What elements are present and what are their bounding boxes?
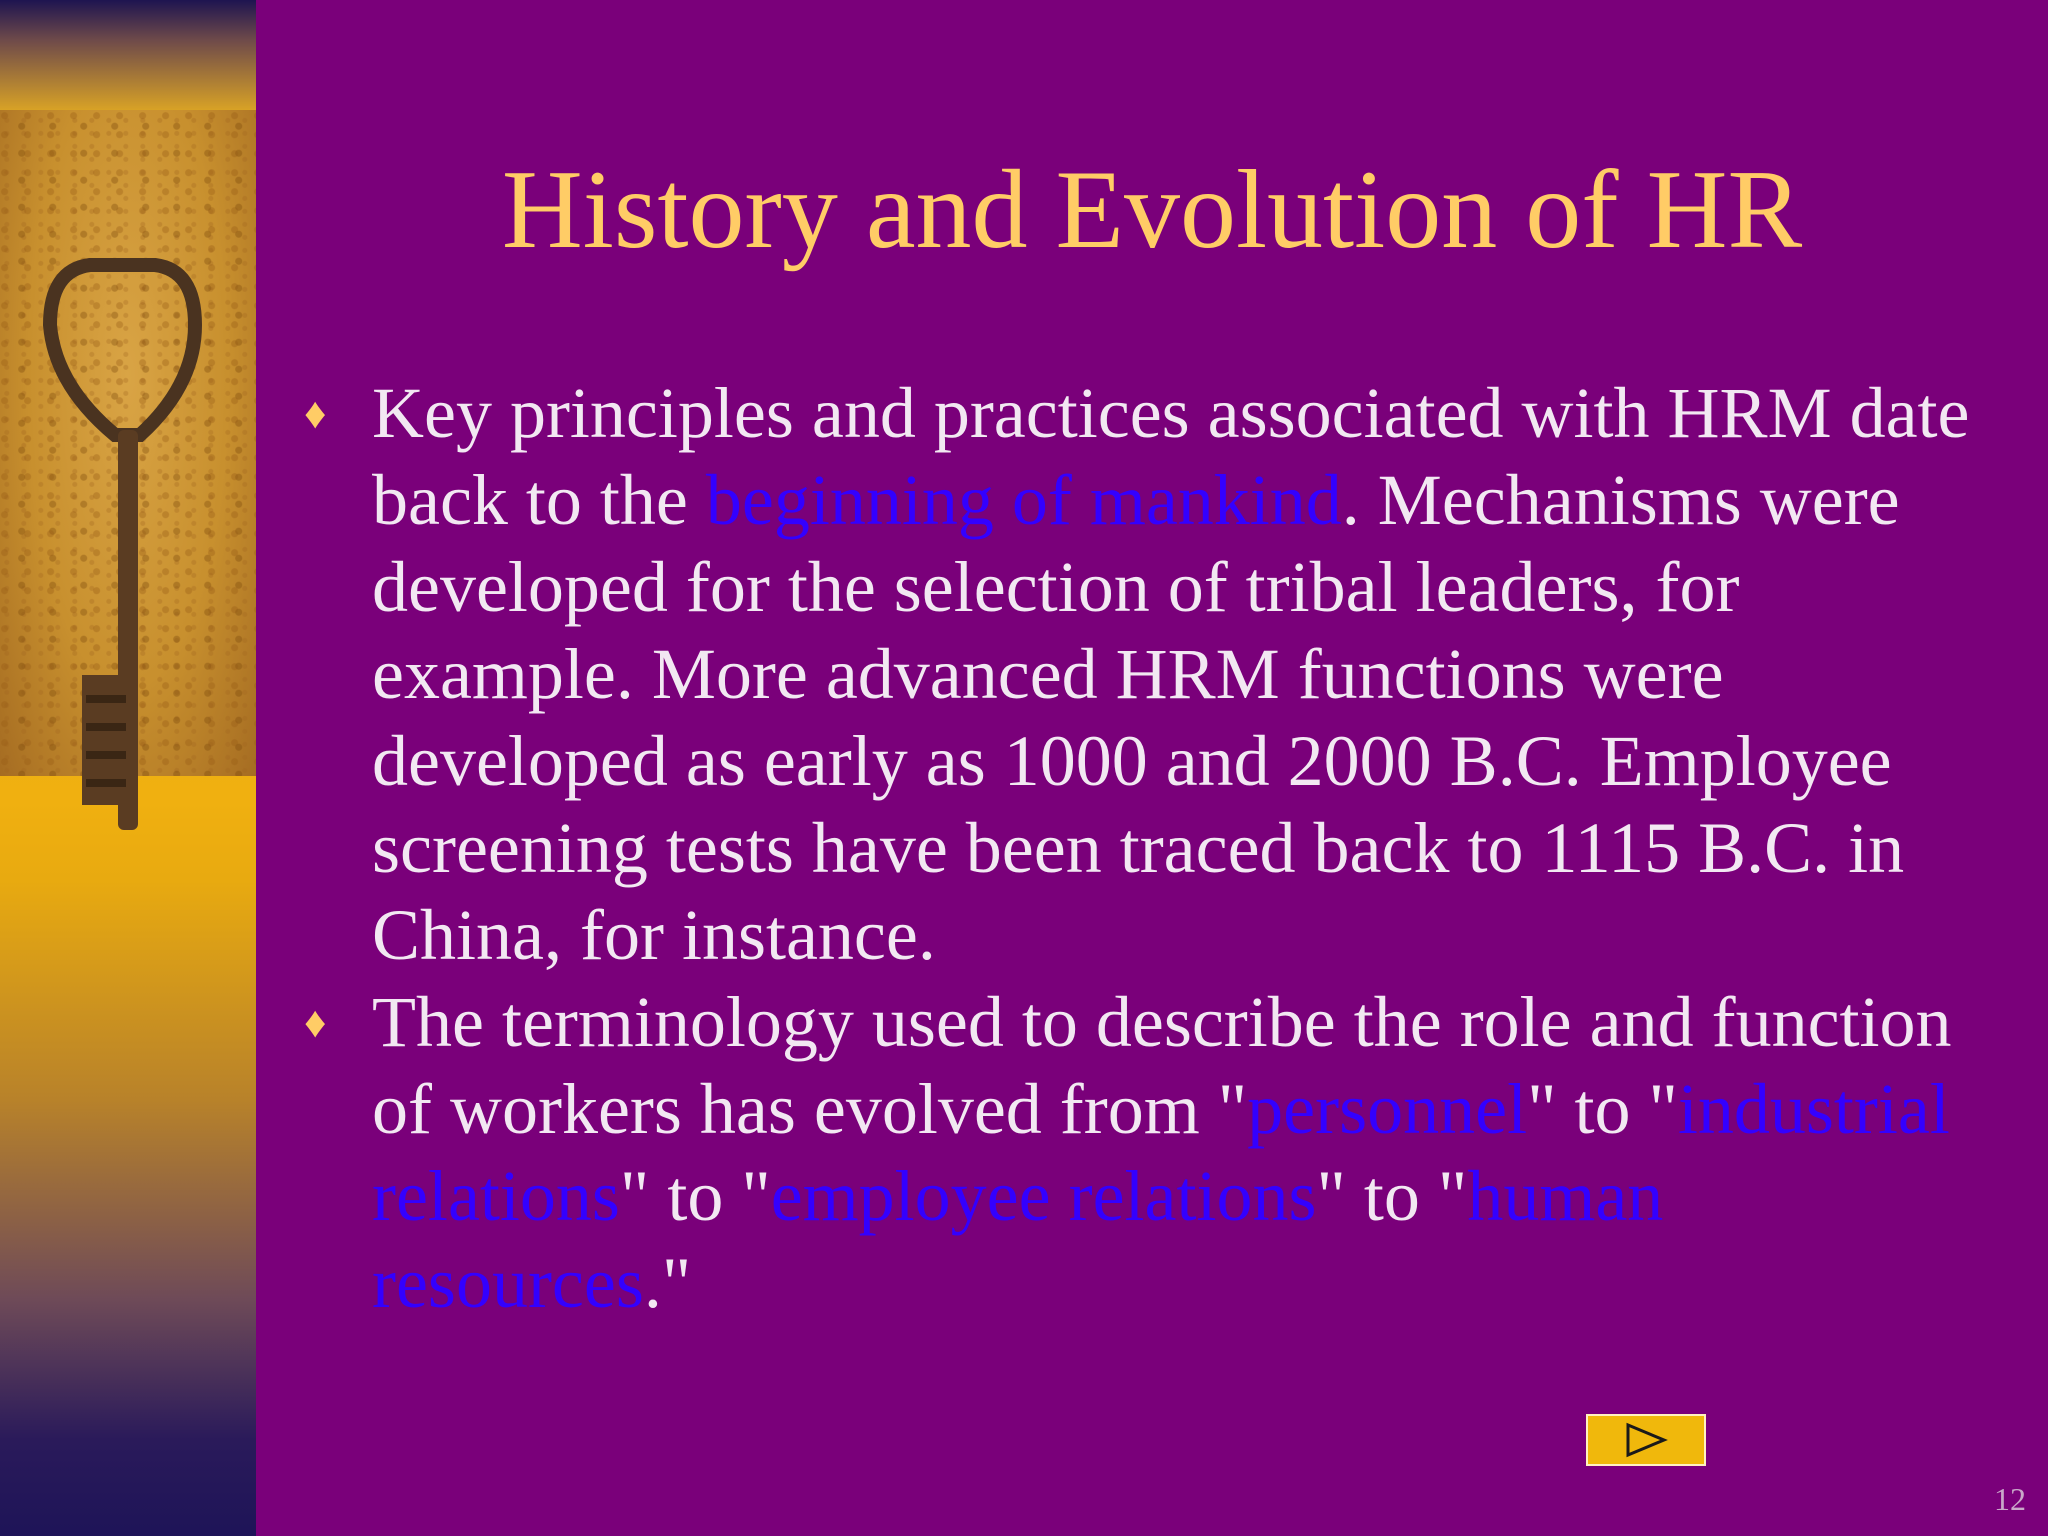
- link-industrial-relations[interactable]: industrial relations: [372, 1069, 1950, 1236]
- bullet-item: [300, 370, 2000, 979]
- bullet-text: . Mechanisms were developed for the selection of tribal leaders, for example. More advanced HRM functions were developed as early as 1000 and 2000 B.C. Employee screening tests have been traced back to 1115 B.C. in China, for instance.: [372, 460, 1905, 975]
- bullet-text: " to ": [1316, 1156, 1468, 1236]
- bullet-text: The terminology used to describe the role and function of workers has evolved from ": [372, 982, 1952, 1149]
- bullet-text: " to ": [1527, 1069, 1678, 1149]
- link-human-resources[interactable]: human resources: [372, 1156, 1664, 1323]
- diamond-bullet-icon: ♦: [304, 998, 327, 1047]
- link-employee-relations[interactable]: employee relations: [770, 1156, 1317, 1236]
- bullet-text: " to ": [619, 1156, 771, 1236]
- old-key-icon: [30, 245, 230, 865]
- bullet-text: .": [643, 1243, 692, 1323]
- decorative-sidebar: [0, 0, 256, 1536]
- link-beginning-of-mankind[interactable]: beginning of mankind: [705, 460, 1342, 540]
- link-personnel[interactable]: personnel: [1247, 1069, 1528, 1149]
- page-number: 12: [1994, 1481, 2026, 1517]
- bullet-text: Key principles and practices associated with HRM date back to the: [372, 373, 1970, 540]
- next-slide-button[interactable]: [1586, 1414, 1706, 1466]
- sand-photo: [0, 110, 256, 776]
- bullet-item: [300, 979, 2000, 1327]
- bullet-list: [300, 370, 2000, 1327]
- diamond-bullet-icon: ♦: [304, 389, 327, 438]
- play-next-icon: [1624, 1422, 1668, 1458]
- slide-title: History and Evolution of HR: [501, 148, 1803, 272]
